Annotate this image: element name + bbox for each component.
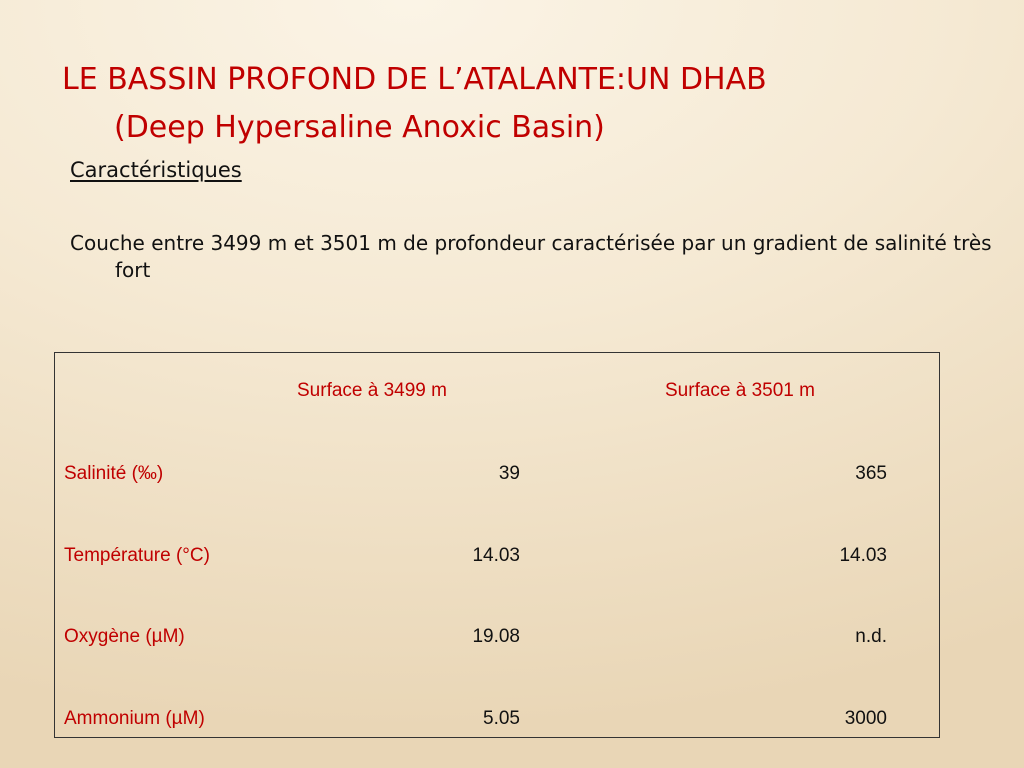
title-line-1: LE BASSIN PROFOND DE L’ATALANTE:UN DHAB bbox=[62, 62, 767, 97]
data-table bbox=[54, 352, 940, 738]
row-label-oxygen: Oxygène (µM) bbox=[64, 626, 185, 647]
column-header-3499: Surface à 3499 m bbox=[297, 380, 447, 401]
row-label-temperature: Température (°C) bbox=[64, 545, 210, 566]
section-subheading: Caractéristiques bbox=[70, 158, 242, 182]
column-header-3501: Surface à 3501 m bbox=[665, 380, 815, 401]
ammonium-value-3501: 3000 bbox=[844, 708, 887, 729]
salinity-value-3501: 365 bbox=[855, 463, 887, 484]
ammonium-value-3499: 5.05 bbox=[483, 708, 520, 729]
temperature-value-3501: 14.03 bbox=[839, 545, 887, 566]
row-label-ammonium: Ammonium (µM) bbox=[64, 708, 205, 729]
temperature-value-3499: 14.03 bbox=[472, 545, 520, 566]
title-line-2: (Deep Hypersaline Anoxic Basin) bbox=[114, 110, 605, 145]
oxygen-value-3499: 19.08 bbox=[472, 626, 520, 647]
oxygen-value-3501: n.d. bbox=[855, 626, 887, 647]
row-label-salinity: Salinité (‰) bbox=[64, 463, 164, 484]
body-paragraph: Couche entre 3499 m et 3501 m de profondeur caractérisée par un gradient de salinité très fort bbox=[70, 231, 992, 282]
slide-title bbox=[62, 56, 767, 152]
salinity-value-3499: 39 bbox=[498, 463, 520, 484]
